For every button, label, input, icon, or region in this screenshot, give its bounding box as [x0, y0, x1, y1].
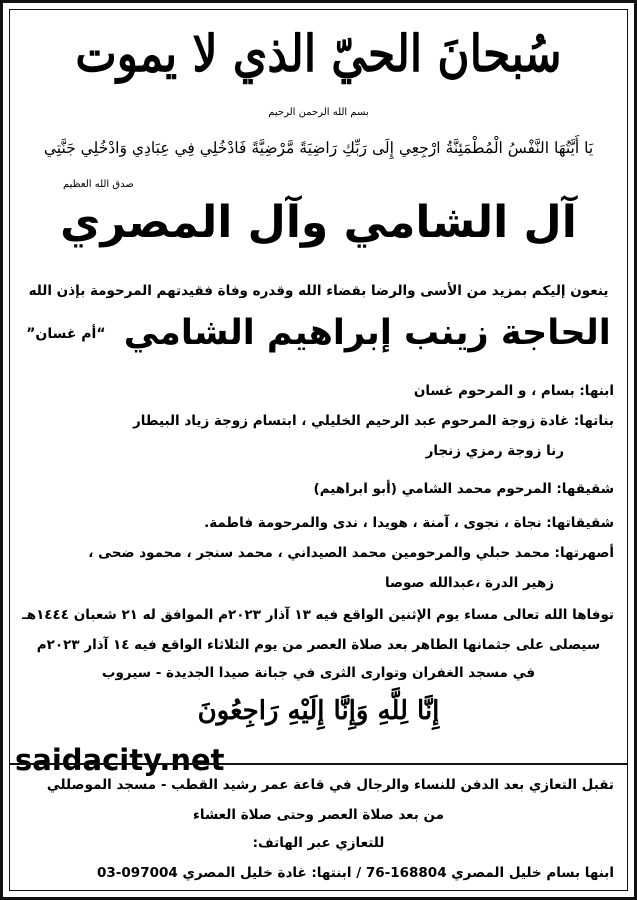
divider-line [9, 763, 628, 765]
announcement-line: ينعون إليكم بمزيد من الأسى والرضا بقضاء الله وقدره وفاة فقيدتهم المرحومة بإذن الله [28, 283, 609, 299]
family-name: آل الشامي وآل المصري [60, 197, 577, 248]
relatives-line: زهير الدرة ،عبدالله صوصا [384, 575, 554, 591]
deceased-nickname: “أم غسان” [26, 326, 106, 342]
relatives-line: رنا زوجة رمزي زنجار [425, 443, 564, 459]
condolence-phone-line: ابنها بسام خليل المصري 168804-76 / ابنتها: غادة خليل المصري 097004-03 [97, 865, 614, 881]
deceased-name: الحاجة زينب إبراهيم الشامي [123, 313, 611, 353]
website-watermark: saidacity.net [15, 743, 225, 777]
burial-line: في مسجد الغفران وتوارى الثرى في جبانة صيدا الجديدة - سيروب [101, 665, 536, 681]
funeral-prayer-line: سيصلى على جثمانها الطاهر بعد صلاة العصر من يوم الثلاثاء الواقع فيه ١٤ آذار ٢٠٢٣م [36, 637, 601, 653]
relatives-line: شقيقاتها: نجاة ، نجوى ، آمنة ، هويدا ، ندى والمرحومة فاطمة. [204, 515, 614, 531]
condolence-line: من بعد صلاة العصر وحتى صلاة العشاء [192, 807, 445, 823]
condolence-line: تقبل التعازي بعد الدفن للنساء والرجال في قاعة عمر رشيد القطب - مسجد الموصللي [46, 777, 614, 793]
death-date-line: توفاها الله تعالى مساء يوم الإثنين الواقع فيه ١٣ آذار ٢٠٢٣م الموافق له ٢١ شعبان ١٤٤٤هـ [22, 607, 614, 623]
relatives-line: شقيقها: المرحوم محمد الشامي (أبو ابراهيم) [313, 481, 614, 497]
relatives-line: أصهرتها: محمد حبلي والمرحومين محمد الصيداني ، محمد سنجر ، محمود ضحى ، [88, 545, 614, 561]
header-calligraphy: سُبحانَ الحيّ الذي لا يموت [75, 25, 562, 84]
verse-attribution: صدق الله العظيم [63, 179, 134, 190]
closing-calligraphy: إِنَّا لِلَّهِ وَإِنَّا إِلَيْهِ رَاجِعُونَ [197, 696, 440, 726]
deceased-name-line [3, 313, 634, 353]
quran-verse: يَا أَيَّتُهَا النَّفْسُ الْمُطْمَئِنَّةُ ارْجِعِي إِلَى رَبِّكِ رَاضِيَةً مَّرْضِيَّةً فَادْخُلِي فِي عِبَادِي وَادْخُلِي جَنَّتِي [43, 139, 594, 157]
relatives-line: ابنها: بسام ، و المرحوم غسان [413, 383, 614, 399]
relatives-line: بناتها: غادة زوجة المرحوم عبد الرحيم الخليلي ، ابتسام زوجة زياد البيطار [132, 413, 614, 429]
basmala: بسم الله الرحمن الرحيم [268, 107, 369, 118]
condolence-line: للتعازي عبر الهاتف: [252, 835, 385, 851]
